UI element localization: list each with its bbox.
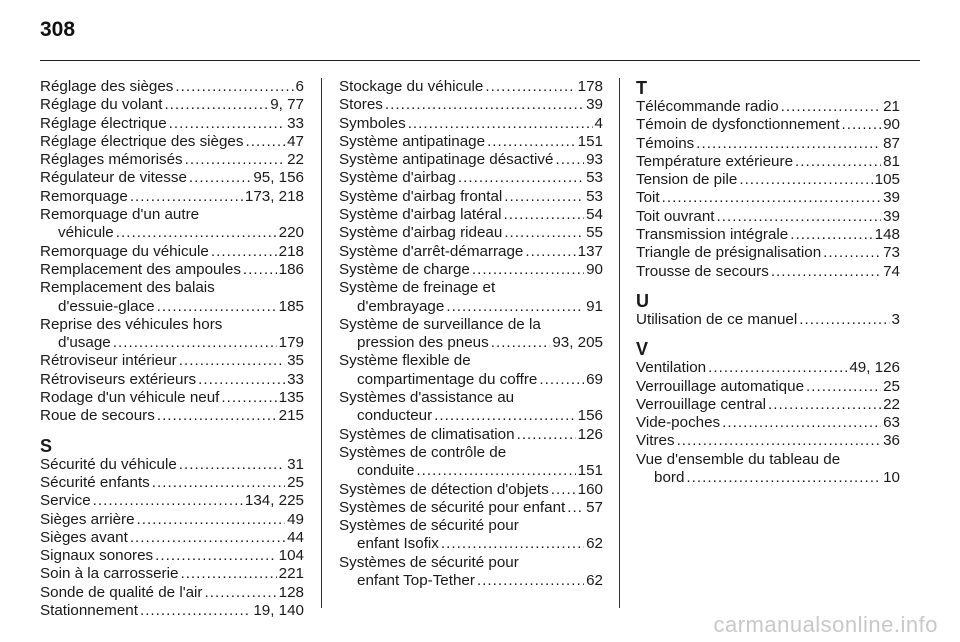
index-entry-pages: 63 xyxy=(883,414,900,432)
index-entry-pages: 9, 77 xyxy=(270,96,304,114)
index-entry-text: Verrouillage central xyxy=(636,395,767,413)
index-entry-pages: 33 xyxy=(287,370,304,388)
index-entry-text: Ventilation xyxy=(636,359,707,377)
index-entry xyxy=(40,352,304,370)
index-entry xyxy=(339,499,603,517)
index-entry xyxy=(636,98,900,116)
dot-leader xyxy=(525,243,575,261)
index-entry-pages: 151 xyxy=(577,462,603,480)
index-entry xyxy=(339,115,603,133)
dot-leader xyxy=(696,135,881,153)
dot-leader xyxy=(130,188,243,206)
index-entry xyxy=(339,243,603,261)
index-entry-text: Trousse de secours xyxy=(636,262,769,280)
index-entry xyxy=(339,188,603,206)
dot-leader xyxy=(164,96,268,114)
index-entry xyxy=(40,243,304,261)
index-entry-pages: 6 xyxy=(295,78,304,95)
index-entry xyxy=(636,244,900,262)
dot-leader xyxy=(717,208,882,226)
index-entry-text: Système d'airbag rideau xyxy=(339,224,503,242)
index-entry-line: Système de freinage et xyxy=(339,279,496,297)
index-entry-pages: 218 xyxy=(278,242,304,260)
index-entry-text: enfant Top-Tether xyxy=(357,572,475,590)
dot-leader xyxy=(211,243,277,261)
index-entry xyxy=(339,572,603,590)
index-entry xyxy=(40,334,304,352)
index-entry xyxy=(40,456,304,474)
dot-leader xyxy=(385,96,584,114)
index-entry xyxy=(339,407,603,425)
index-entry-text: Sécurité du véhicule xyxy=(40,455,177,473)
index-entry xyxy=(636,135,900,153)
index-entry-pages: 81 xyxy=(883,152,900,170)
index-entry-text: Télécommande radio xyxy=(636,98,779,115)
index-entry-pages: 10 xyxy=(883,469,900,487)
dot-leader xyxy=(771,263,881,281)
dot-leader xyxy=(416,462,575,480)
index-entry-pages: 105 xyxy=(874,171,900,189)
index-entry-text: Stockage du véhicule xyxy=(339,78,484,95)
index-entry-text: Réglage des sièges xyxy=(40,78,174,95)
index-entry xyxy=(40,298,304,316)
index-entry xyxy=(636,153,900,171)
index-entry xyxy=(40,169,304,187)
index-entry-text: Verrouillage automatique xyxy=(636,377,805,395)
index-entry xyxy=(636,263,900,281)
index-entry xyxy=(636,359,900,377)
index-entry-text: bord xyxy=(654,469,685,487)
index-entry-text: Température extérieure xyxy=(636,152,794,170)
dot-leader xyxy=(221,389,276,407)
index-entry-text: Sièges avant xyxy=(40,528,128,546)
dot-leader xyxy=(175,78,293,96)
index-entry-pages: 33 xyxy=(287,114,304,132)
dot-leader xyxy=(434,407,576,425)
index-entry-text: Témoins xyxy=(636,134,695,152)
index-entry xyxy=(40,371,304,389)
index-entry-line: Système de surveillance de la xyxy=(339,315,541,333)
index-entry-text: Système d'airbag frontal xyxy=(339,187,503,205)
dot-leader xyxy=(477,572,584,590)
index-entry xyxy=(339,261,603,279)
dot-leader xyxy=(551,481,576,499)
index-entry-text: d'usage xyxy=(58,334,111,352)
index-entry-text: conduite xyxy=(357,462,415,480)
index-entry-pages: 128 xyxy=(278,583,304,601)
index-entry-text: Système antipatinage désactivé xyxy=(339,151,554,169)
index-entry-pages: 220 xyxy=(278,224,304,242)
index-entry-text: pression des pneus xyxy=(357,334,489,352)
index-entry-text: d'embrayage xyxy=(357,297,445,315)
dot-leader xyxy=(539,371,584,389)
dot-leader xyxy=(205,584,277,602)
index-entry-pages: 179 xyxy=(278,334,304,352)
index-entry-text: Vide-poches xyxy=(636,414,721,432)
index-entry xyxy=(339,96,603,114)
index-entry-text: Réglage électrique des sièges xyxy=(40,132,244,150)
dot-leader xyxy=(441,535,584,553)
index-entry-pages: 53 xyxy=(586,169,603,187)
index-entry-text: Système de charge xyxy=(339,260,470,278)
index-entry xyxy=(636,189,900,207)
index-entry xyxy=(636,171,900,189)
index-letter-heading: T xyxy=(636,78,647,98)
index-entry-pages: 69 xyxy=(586,370,603,388)
dot-leader xyxy=(189,169,251,187)
index-entry xyxy=(636,469,900,487)
index-entry-pages: 25 xyxy=(883,377,900,395)
dot-leader xyxy=(243,261,277,279)
dot-leader xyxy=(806,378,881,396)
index-entry-text: Remplacement des ampoules xyxy=(40,260,241,278)
index-entry xyxy=(339,133,603,151)
index-entry-text: Utilisation de ce manuel xyxy=(636,310,798,328)
dot-leader xyxy=(185,151,285,169)
dot-leader xyxy=(686,469,881,487)
index-entry-pages: 93 xyxy=(586,151,603,169)
index-entry-text: Systèmes de climatisation xyxy=(339,425,515,443)
index-entry xyxy=(339,334,603,352)
index-column-2 xyxy=(339,78,603,590)
dot-leader xyxy=(795,153,881,171)
index-entry xyxy=(636,226,900,244)
index-entry-pages: 87 xyxy=(883,134,900,152)
index-entry-line: Systèmes d'assistance au xyxy=(339,389,515,407)
index-entry-text: Vitres xyxy=(636,432,675,450)
index-entry xyxy=(339,481,603,499)
index-entry-line: Vue d'ensemble du tableau de xyxy=(636,450,841,468)
index-entry-text: conducteur xyxy=(357,407,433,425)
index-entry-text: Système d'arrêt-démarrage xyxy=(339,242,524,260)
index-entry-pages: 47 xyxy=(287,132,304,150)
dot-leader xyxy=(137,511,286,529)
index-entry xyxy=(636,396,900,414)
index-entry-pages: 104 xyxy=(278,547,304,565)
index-entry-line: Remorquage d'un autre xyxy=(40,206,200,224)
watermark: carmanualsonline.info xyxy=(713,612,938,637)
index-entry xyxy=(339,298,603,316)
dot-leader xyxy=(157,407,277,425)
dot-leader xyxy=(491,334,551,352)
index-entry-pages: 126 xyxy=(577,425,603,443)
index-entry-pages: 73 xyxy=(883,244,900,262)
dot-leader xyxy=(487,133,576,151)
index-entry-pages: 137 xyxy=(577,242,603,260)
index-entry-pages: 49, 126 xyxy=(849,359,900,377)
index-entry xyxy=(339,78,603,96)
index-entry-text: enfant Isofix xyxy=(357,535,439,553)
index-entry-text: Roue de secours xyxy=(40,407,155,425)
index-entry-text: Toit ouvrant xyxy=(636,207,715,225)
index-entry xyxy=(636,311,900,329)
index-entry-pages: 186 xyxy=(278,260,304,278)
header-rule xyxy=(40,60,920,61)
index-entry-pages: 74 xyxy=(883,262,900,280)
index-entry-text: véhicule xyxy=(58,224,114,242)
index-entry xyxy=(40,407,304,425)
index-entry-pages: 151 xyxy=(577,132,603,150)
index-entry-text: Systèmes de détection d'objets xyxy=(339,480,549,498)
index-entry-text: d'essuie-glace xyxy=(58,297,155,315)
index-entry-text: Sonde de qualité de l'air xyxy=(40,583,203,601)
index-entry-pages: 35 xyxy=(287,352,304,370)
index-entry-text: Régulateur de vitesse xyxy=(40,169,187,187)
dot-leader xyxy=(157,298,277,316)
index-entry-pages: 3 xyxy=(891,310,900,328)
dot-leader xyxy=(130,529,285,547)
index-entry xyxy=(40,511,304,529)
index-entry-pages: 148 xyxy=(874,226,900,244)
dot-leader xyxy=(152,474,285,492)
index-entry-pages: 173, 218 xyxy=(244,187,304,205)
index-entry-line: Reprise des véhicules hors xyxy=(40,315,223,333)
index-entry-pages: 53 xyxy=(586,187,603,205)
index-entry xyxy=(636,208,900,226)
index-entry-pages: 90 xyxy=(586,260,603,278)
index-entry xyxy=(40,261,304,279)
index-entry-pages: 4 xyxy=(594,114,603,132)
index-entry xyxy=(339,371,603,389)
index-entry xyxy=(339,224,603,242)
index-entry xyxy=(40,224,304,242)
dot-leader xyxy=(722,414,881,432)
index-entry-text: Stationnement xyxy=(40,602,138,620)
index-entry-pages: 54 xyxy=(586,206,603,224)
index-entry-line: Remplacement des balais xyxy=(40,279,215,297)
index-entry xyxy=(636,414,900,432)
index-entry-pages: 156 xyxy=(577,407,603,425)
index-entry-pages: 39 xyxy=(883,207,900,225)
index-entry-text: Système d'airbag xyxy=(339,169,456,187)
dot-leader xyxy=(504,188,584,206)
index-entry xyxy=(40,188,304,206)
index-entry-text: Remorquage xyxy=(40,187,128,205)
index-entry xyxy=(339,151,603,169)
index-entry-pages: 44 xyxy=(287,528,304,546)
index-entry xyxy=(339,426,603,444)
dot-leader xyxy=(408,115,593,133)
index-entry-pages: 62 xyxy=(586,572,603,590)
index-entry xyxy=(636,432,900,450)
index-entry-text: Système d'airbag latéral xyxy=(339,206,502,224)
index-entry-pages: 90 xyxy=(883,116,900,134)
index-entry xyxy=(339,462,603,480)
dot-leader xyxy=(504,224,584,242)
dot-leader xyxy=(485,78,575,96)
dot-leader xyxy=(458,169,584,187)
index-entry-pages: 178 xyxy=(577,78,603,95)
dot-leader xyxy=(169,115,285,133)
index-entry-text: Sièges arrière xyxy=(40,510,135,528)
column-divider xyxy=(321,78,322,608)
index-entry-text: Réglages mémorisés xyxy=(40,151,183,169)
dot-leader xyxy=(180,565,276,583)
dot-leader xyxy=(116,224,277,242)
index-entry xyxy=(40,602,304,620)
index-entry-text: Remorquage du véhicule xyxy=(40,242,209,260)
index-entry-text: Rétroviseur intérieur xyxy=(40,352,177,370)
index-entry xyxy=(40,151,304,169)
index-entry xyxy=(40,565,304,583)
dot-leader xyxy=(739,171,872,189)
index-entry-text: Témoin de dysfonctionnement xyxy=(636,116,840,134)
dot-leader xyxy=(790,226,872,244)
dot-leader xyxy=(517,426,576,444)
index-entry-text: Sécurité enfants xyxy=(40,473,150,491)
index-entry-pages: 135 xyxy=(278,389,304,407)
dot-leader xyxy=(179,352,285,370)
dot-leader xyxy=(198,371,285,389)
index-entry-text: Symboles xyxy=(339,114,406,132)
index-entry-pages: 93, 205 xyxy=(552,334,603,352)
index-entry-pages: 95, 156 xyxy=(253,169,304,187)
index-entry-pages: 19, 140 xyxy=(253,602,304,620)
dot-leader xyxy=(823,244,881,262)
dot-leader xyxy=(662,189,881,207)
index-entry-pages: 21 xyxy=(883,98,900,115)
index-entry-pages: 49 xyxy=(287,510,304,528)
index-entry xyxy=(40,492,304,510)
index-entry-text: Soin à la carrosserie xyxy=(40,565,179,583)
index-entry-pages: 215 xyxy=(278,407,304,425)
index-entry-line: Systèmes de sécurité pour xyxy=(339,553,519,571)
column-divider xyxy=(619,78,620,608)
index-entry-pages: 31 xyxy=(287,455,304,473)
index-letter-heading: U xyxy=(636,290,649,311)
index-entry-text: Systèmes de sécurité pour enfant xyxy=(339,498,566,516)
index-entry xyxy=(40,584,304,602)
index-entry-pages: 57 xyxy=(586,498,603,516)
dot-leader xyxy=(446,298,584,316)
index-entry-text: Rodage d'un véhicule neuf xyxy=(40,389,220,407)
dot-leader xyxy=(93,492,243,510)
dot-leader xyxy=(799,311,889,329)
index-entry xyxy=(40,529,304,547)
index-entry-line: Systèmes de contrôle de xyxy=(339,443,507,461)
index-entry-text: Réglage électrique xyxy=(40,114,167,132)
index-column-1 xyxy=(40,78,304,620)
dot-leader xyxy=(503,206,584,224)
index-entry-text: Service xyxy=(40,492,91,510)
index-entry-pages: 36 xyxy=(883,432,900,450)
index-entry-pages: 39 xyxy=(586,96,603,114)
dot-leader xyxy=(140,602,251,620)
index-entry xyxy=(339,169,603,187)
index-entry-pages: 91 xyxy=(586,297,603,315)
index-entry-line: Système flexible de xyxy=(339,352,471,370)
dot-leader xyxy=(155,547,277,565)
index-entry-pages: 160 xyxy=(577,480,603,498)
index-entry xyxy=(636,378,900,396)
index-entry xyxy=(40,547,304,565)
dot-leader xyxy=(113,334,277,352)
index-entry xyxy=(40,389,304,407)
dot-leader xyxy=(677,432,882,450)
index-entry-text: Rétroviseurs extérieurs xyxy=(40,370,197,388)
index-entry-pages: 25 xyxy=(287,473,304,491)
index-entry-pages: 221 xyxy=(278,565,304,583)
index-entry xyxy=(636,116,900,134)
index-entry xyxy=(339,206,603,224)
index-column-3 xyxy=(636,78,900,487)
page-number: 308 xyxy=(40,18,76,41)
index-entry-text: Transmission intégrale xyxy=(636,226,789,244)
index-entry-pages: 62 xyxy=(586,535,603,553)
index-entry-pages: 55 xyxy=(586,224,603,242)
dot-leader xyxy=(768,396,881,414)
index-entry-text: Tension de pile xyxy=(636,171,738,189)
index-entry-pages: 134, 225 xyxy=(244,492,304,510)
index-entry-pages: 22 xyxy=(287,151,304,169)
index-entry-text: Signaux sonores xyxy=(40,547,154,565)
index-entry-text: compartimentage du coffre xyxy=(357,370,538,388)
index-entry-text: Système antipatinage xyxy=(339,132,486,150)
index-entry-text: Stores xyxy=(339,96,383,114)
index-entry xyxy=(40,96,304,114)
dot-leader xyxy=(245,133,285,151)
index-entry xyxy=(339,535,603,553)
index-entry-pages: 39 xyxy=(883,189,900,207)
index-letter-heading: S xyxy=(40,435,53,456)
index-entry-line: Systèmes de sécurité pour xyxy=(339,517,519,535)
index-entry xyxy=(40,115,304,133)
index-letter-heading: V xyxy=(636,339,649,360)
index-entry xyxy=(40,78,304,96)
index-entry-text: Toit xyxy=(636,189,660,207)
dot-leader xyxy=(555,151,584,169)
index-entry-pages: 22 xyxy=(883,395,900,413)
index-entry xyxy=(40,133,304,151)
index-entry-text: Triangle de présignalisation xyxy=(636,244,822,262)
dot-leader xyxy=(179,456,285,474)
dot-leader xyxy=(781,98,881,116)
dot-leader xyxy=(472,261,584,279)
dot-leader xyxy=(708,359,847,377)
index-entry xyxy=(40,474,304,492)
index-entry-text: Réglage du volant xyxy=(40,96,163,114)
dot-leader xyxy=(841,116,881,134)
dot-leader xyxy=(567,499,584,517)
index-entry-pages: 185 xyxy=(278,297,304,315)
